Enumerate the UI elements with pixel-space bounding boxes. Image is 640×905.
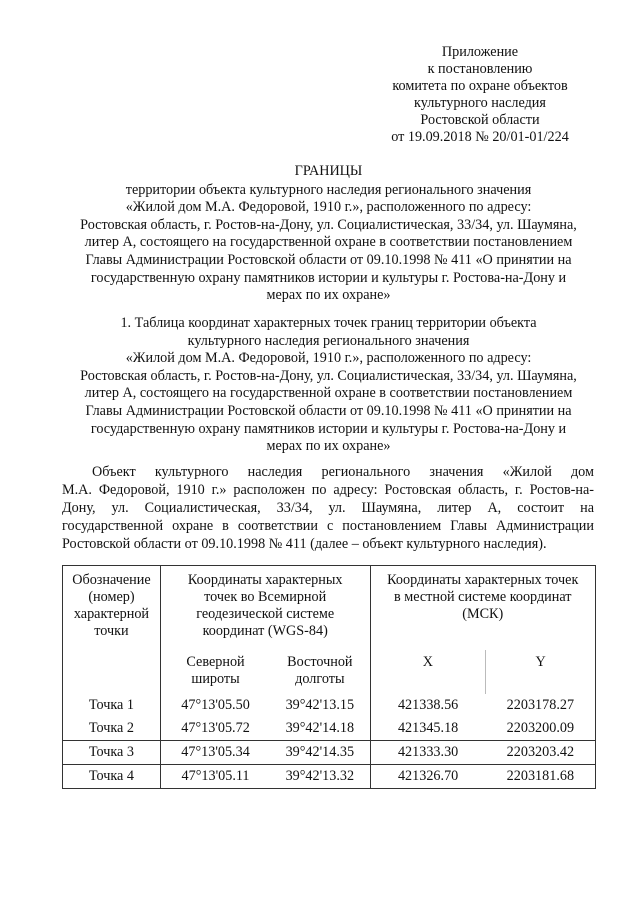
document-title: ГРАНИЦЫ <box>294 163 363 179</box>
header-text: координат (WGS-84) <box>202 623 328 639</box>
header-x-cell: X <box>370 650 486 694</box>
annex-line: от 19.09.2018 № 20/01-01/224 <box>391 129 569 145</box>
caption-line: государственную охрану памятников истории и культуры г. Ростова-на-Дону и <box>90 420 567 437</box>
cell-point: Точка 3 <box>63 741 161 765</box>
annex-line: комитета по охране объектов <box>392 78 568 94</box>
annex-line: Ростовской области <box>420 112 540 128</box>
header-text: широты <box>191 671 240 687</box>
caption-line: литер А, состоящего на государственной охране в соответствии постановлением <box>84 385 573 402</box>
header-text: точки <box>94 623 129 639</box>
header-text: Северной <box>186 654 245 670</box>
cell-point: Точка 4 <box>63 765 161 789</box>
header-msk-cell <box>370 566 596 651</box>
header-text: в местной системе координат <box>393 589 572 605</box>
cell-point: Точка 2 <box>63 717 161 741</box>
cell-y: 2203178.27 <box>486 694 596 717</box>
caption-line: Ростовская область, г. Ростов-на-Дону, ул. Социалистическая, 33/34, ул. Шаумяна, <box>80 367 577 384</box>
header-point-cell <box>63 566 161 695</box>
heading-line: территории объекта культурного наследия регионального значения <box>125 181 532 198</box>
cell-north: 47°13'05.34 <box>160 741 270 765</box>
header-text: Координаты характерных <box>187 572 343 588</box>
cell-point: Точка 1 <box>63 694 161 717</box>
annex-line: культурного наследия <box>414 95 546 111</box>
header-text: Восточной <box>287 654 353 670</box>
cell-east: 39°42'13.15 <box>270 694 370 717</box>
cell-y: 2203200.09 <box>486 717 596 741</box>
caption-line: Главы Администрации Ростовской области от 09.10.1998 № 411 «О принятии на <box>85 402 572 419</box>
body-paragraph <box>62 463 594 553</box>
document-heading <box>56 163 601 305</box>
heading-line: «Жилой дом М.А. Федоровой, 1910 г.», расположенного по адресу: <box>125 199 532 216</box>
header-text: Обозначение <box>72 572 151 588</box>
paragraph-line: Объект культурного наследия регионального значения «Жилой дом <box>92 464 594 480</box>
caption-line: «Жилой дом М.А. Федоровой, 1910 г.», расположенного по адресу: <box>125 350 532 367</box>
header-text: долготы <box>295 671 345 687</box>
heading-line: Ростовская область, г. Ростов-на-Дону, ул. Социалистическая, 33/34, ул. Шаумяна, <box>80 216 577 233</box>
header-text: точек во Всемирной <box>204 589 327 605</box>
cell-east: 39°42'14.18 <box>270 717 370 741</box>
caption-line: культурного наследия регионального значения <box>187 332 470 349</box>
table-caption <box>56 315 601 456</box>
cell-x: 421333.30 <box>370 741 486 765</box>
header-text: (номер) <box>88 589 135 605</box>
paragraph-line: государственной охране в соответствии с постановлением Главы Администрации <box>62 518 594 534</box>
table-row <box>63 741 596 765</box>
cell-x: 421345.18 <box>370 717 486 741</box>
cell-x: 421326.70 <box>370 765 486 789</box>
cell-north: 47°13'05.11 <box>160 765 270 789</box>
paragraph-line: Ростовской области от 09.10.1998 № 411 (далее – объект культурного наследия). <box>62 536 547 552</box>
heading-line: литер А, состоящего на государственной охране в соответствии постановлением <box>84 234 573 251</box>
heading-line: государственную охрану памятников истории и культуры г. Ростова-на-Дону и <box>90 269 567 286</box>
cell-north: 47°13'05.72 <box>160 717 270 741</box>
table-row <box>63 717 596 741</box>
table-row <box>63 694 596 717</box>
cell-east: 39°42'14.35 <box>270 741 370 765</box>
table-header-row <box>63 566 596 651</box>
cell-y: 2203203.42 <box>486 741 596 765</box>
table-row <box>63 765 596 789</box>
cell-x: 421338.56 <box>397 697 459 713</box>
header-north-cell <box>160 650 270 694</box>
header-wgs-cell <box>160 566 370 651</box>
caption-line: 1. Таблица координат характерных точек границ территории объекта <box>120 315 537 331</box>
paragraph-line: М.А. Федоровой, 1910 г.» расположен по адресу: Ростовская область, г. Ростов-на- <box>62 482 594 498</box>
header-east-cell <box>270 650 370 694</box>
paragraph-line: Дону, ул. Социалистическая, 33/34, ул. Шаумяна, литер А, состоит на <box>62 500 594 516</box>
header-y-cell: Y <box>486 650 596 694</box>
coordinates-table <box>62 565 596 789</box>
header-text: Координаты характерных точек <box>387 572 579 588</box>
cell-north: 47°13'05.50 <box>181 697 250 713</box>
cell-y: 2203181.68 <box>486 765 596 789</box>
heading-line: Главы Администрации Ростовской области от 09.10.1998 № 411 «О принятии на <box>85 251 572 268</box>
header-text: геодезической системе <box>196 606 335 622</box>
cell-east: 39°42'13.32 <box>270 765 370 789</box>
annex-block <box>350 44 610 146</box>
annex-line: Приложение <box>441 44 519 60</box>
header-text: (МСК) <box>462 606 504 622</box>
annex-line: к постановлению <box>427 61 533 77</box>
heading-line: мерах по их охране» <box>266 287 391 304</box>
caption-line: мерах по их охране» <box>266 438 391 455</box>
header-text: характерной <box>73 606 150 622</box>
